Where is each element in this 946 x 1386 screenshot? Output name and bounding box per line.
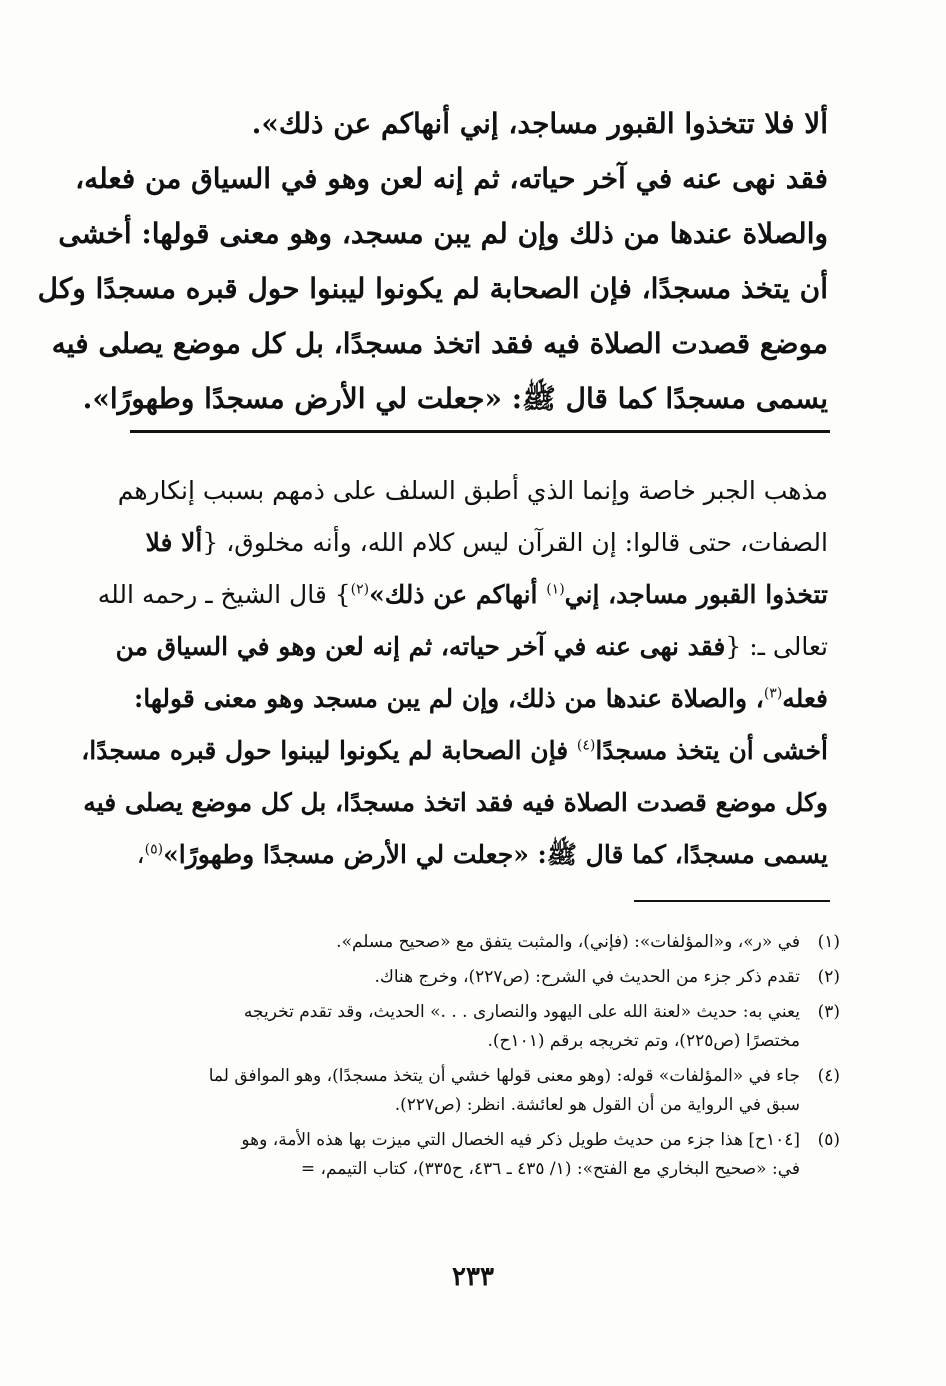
commentary-text: ، <box>136 840 145 869</box>
quoted-text: وكل موضع قصدت الصلاة فيه فقد اتخذ مسجدًا، بل كل موضع يصلى فيه <box>83 788 828 817</box>
footnote-line: تقدم ذكر جزء من الحديث في الشرح: (ص٢٢٧)، وخرج هناك. <box>374 967 800 987</box>
footnote-ref[interactable]: (١) <box>546 581 565 598</box>
commentary-text: مذهب الجبر خاصة وإنما الذي أطبق السلف على ذمهم بسبب إنكارهم <box>117 476 828 505</box>
main-text-line: والصلاة عندها من ذلك وإن لم يبن مسجد، وهو معنى قولها: أخشى <box>58 217 828 250</box>
footnote <box>128 963 840 992</box>
footnote-ref[interactable]: (٤) <box>576 737 596 754</box>
commentary-line <box>81 725 828 777</box>
commentary-text: الصفات، حتى قالوا: إن القرآن ليس كلام الله، وأنه مخلوق، { <box>202 528 828 557</box>
footnote <box>128 1062 840 1120</box>
main-text-line: موضع قصدت الصلاة فيه فقد اتخذ مسجدًا، بل كل موضع يصلى فيه <box>51 327 828 360</box>
footnote-line: سبق في الرواية من أن القول هو لعائشة. انظر: (ص٢٢٧). <box>394 1095 800 1115</box>
footnote-body <box>128 1062 800 1120</box>
page-number: ٢٣٣ <box>452 1262 494 1292</box>
commentary-line <box>117 465 828 517</box>
footnote-divider <box>634 900 830 902</box>
footnote <box>128 998 840 1056</box>
commentary-line <box>128 829 828 881</box>
footnote-number: (١) <box>817 932 840 952</box>
footnote-line: في: «صحيح البخاري مع الفتح»: (١/ ٤٣٥ ـ ٤٣٦، ح٣٣٥)، كتاب التيمم، = <box>300 1159 800 1179</box>
footnote <box>128 1126 840 1184</box>
footnote-ref[interactable]: (٢) <box>350 581 370 598</box>
footnote-number: (٥) <box>817 1130 840 1150</box>
commentary-line <box>97 569 828 621</box>
footnote-number: (٣) <box>817 1002 840 1022</box>
commentary-line <box>128 673 828 725</box>
commentary-line <box>83 777 828 829</box>
footnote-number: (٢) <box>817 967 840 987</box>
commentary-text: تعالى ـ: { <box>725 632 828 661</box>
footnote-body <box>128 928 800 957</box>
footnote-line: مختصرًا (ص٢٢٥)، وتم تخريجه برقم (١٠١ح). <box>487 1031 800 1051</box>
footnote-line: يعني به: حديث «لعنة الله على اليهود والنصارى . . .» الحديث، وقد تقدم تخريجه <box>243 1002 800 1022</box>
main-text-line: أن يتخذ مسجدًا، فإن الصحابة لم يكونوا ليبنوا حول قبره مسجدًا وكل <box>37 272 828 305</box>
footnote-line: [١٠٤ح] هذا جزء من حديث طويل ذكر فيه الخصال التي ميزت بها هذه الأمة، وهو <box>241 1130 800 1150</box>
main-text-line: يسمى مسجدًا كما قال ﷺ: «جعلت لي الأرض مسجدًا وطهورًا». <box>82 382 828 415</box>
quoted-text: أنهاكم عن ذلك» <box>369 580 547 609</box>
footnote-body <box>128 1126 800 1184</box>
footnote-body <box>128 998 800 1056</box>
commentary-line <box>115 621 828 673</box>
quoted-text: ألا فلا <box>145 528 203 557</box>
footnote <box>128 928 840 957</box>
quoted-text: فإن الصحابة لم يكونوا ليبنوا حول قبره مسجدًا، <box>81 736 577 765</box>
footnote-ref[interactable]: (٣) <box>763 685 783 702</box>
quoted-text: أخشى أن يتخذ مسجدًا <box>595 736 828 765</box>
main-text-line: ألا فلا تتخذوا القبور مساجد، إني أنهاكم عن ذلك». <box>251 107 828 140</box>
quoted-text: يسمى مسجدًا، كما قال ﷺ: «جعلت لي الأرض مسجدًا وطهورًا» <box>163 840 828 869</box>
section-divider <box>130 430 830 433</box>
quoted-text: فعله <box>782 684 828 713</box>
quoted-text: تتخذوا القبور مساجد، إني <box>564 580 828 609</box>
footnote-line: جاء في «المؤلفات» قوله: (وهو معنى قولها خشي أن يتخذ مسجدًا)، وهو الموافق لما <box>208 1066 800 1086</box>
footnote-ref[interactable]: (٥) <box>144 841 164 858</box>
commentary-text: } قال الشيخ ـ رحمه الله <box>97 580 351 609</box>
footnotes <box>128 928 840 1190</box>
commentary <box>81 465 828 881</box>
main-text <box>37 96 828 426</box>
main-text-line: فقد نهى عنه في آخر حياته، ثم إنه لعن وهو في السياق من فعله، <box>75 162 828 195</box>
commentary-line <box>128 517 828 569</box>
quoted-text: ، والصلاة عندها من ذلك، وإن لم يبن مسجد وهو معنى قولها: <box>134 684 764 713</box>
footnote-line: في «ر»، و«المؤلفات»: (فإني)، والمثبت يتفق مع «صحيح مسلم». <box>336 932 800 952</box>
footnote-number: (٤) <box>817 1066 840 1086</box>
footnote-body <box>128 963 800 992</box>
quoted-text: فقد نهى عنه في آخر حياته، ثم إنه لعن وهو في السياق من <box>115 632 726 661</box>
